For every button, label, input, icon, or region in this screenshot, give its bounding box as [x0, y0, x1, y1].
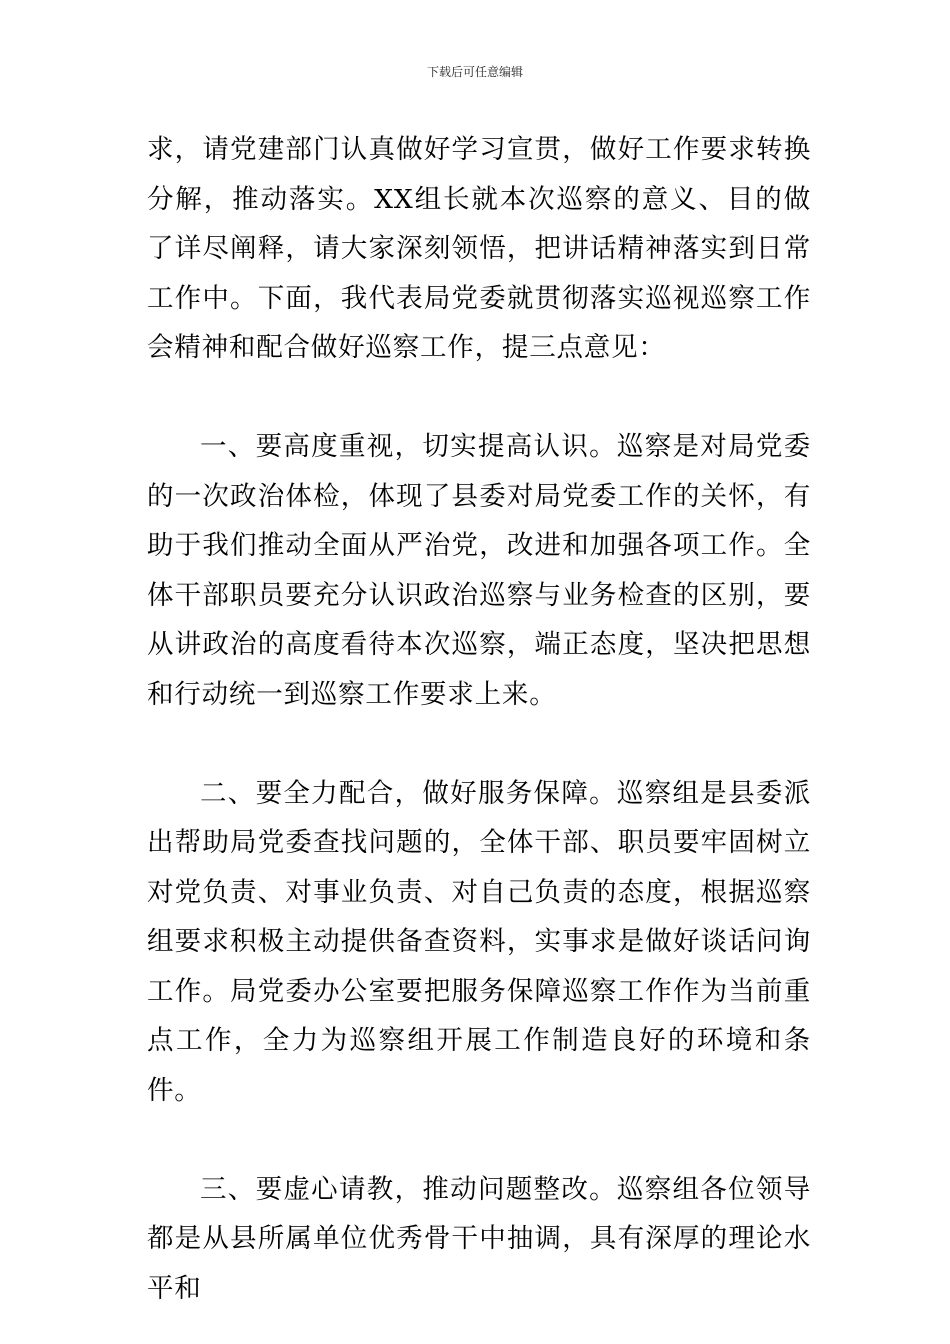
paragraph-point-three: 三、要虚心请教，推动问题整改。巡察组各位领导都是从县所属单位优秀骨干中抽调，具有深厚的理论水平和 — [147, 1173, 811, 1304]
paragraph-point-one: 一、要高度重视，切实提高认识。巡察是对局党委的一次政治体检，体现了县委对局党委工作的关怀，有助于我们推动全面从严治党，改进和加强各项工作。全体干部职员要充分认识政治巡察与业务检查的区别，要从讲政治的高度看待本次巡察，端正态度，坚决把思想和行动统一到巡察工作要求上来。 — [147, 431, 811, 710]
paragraph-point-two: 二、要全力配合，做好服务保障。巡察组是县委派出帮助局党委查找问题的，全体干部、职员要牢固树立对党负责、对事业负责、对自己负责的态度，根据巡察组要求积极主动提供备查资料，实事求是做好谈话问询工作。局党委办公室要把服务保障巡察工作作为当前重点工作，全力为巡察组开展工作制造良好的环境和条件。 — [147, 777, 811, 1106]
document-body — [147, 125, 811, 1313]
paragraph-spacer — [147, 1115, 811, 1165]
paragraph-spacer — [147, 719, 811, 769]
paragraph-spacer — [147, 373, 811, 423]
page-header-note: 下载后可任意编辑 — [426, 65, 523, 79]
paragraph-intro: 求，请党建部门认真做好学习宣贯，做好工作要求转换分解，推动落实。XX组长就本次巡察的意义、目的做了详尽阐释，请大家深刻领悟，把讲话精神落实到日常工作中。下面，我代表局党委就贯彻落实巡视巡察工作会精神和配合做好巡察工作，提三点意见： — [147, 134, 811, 363]
